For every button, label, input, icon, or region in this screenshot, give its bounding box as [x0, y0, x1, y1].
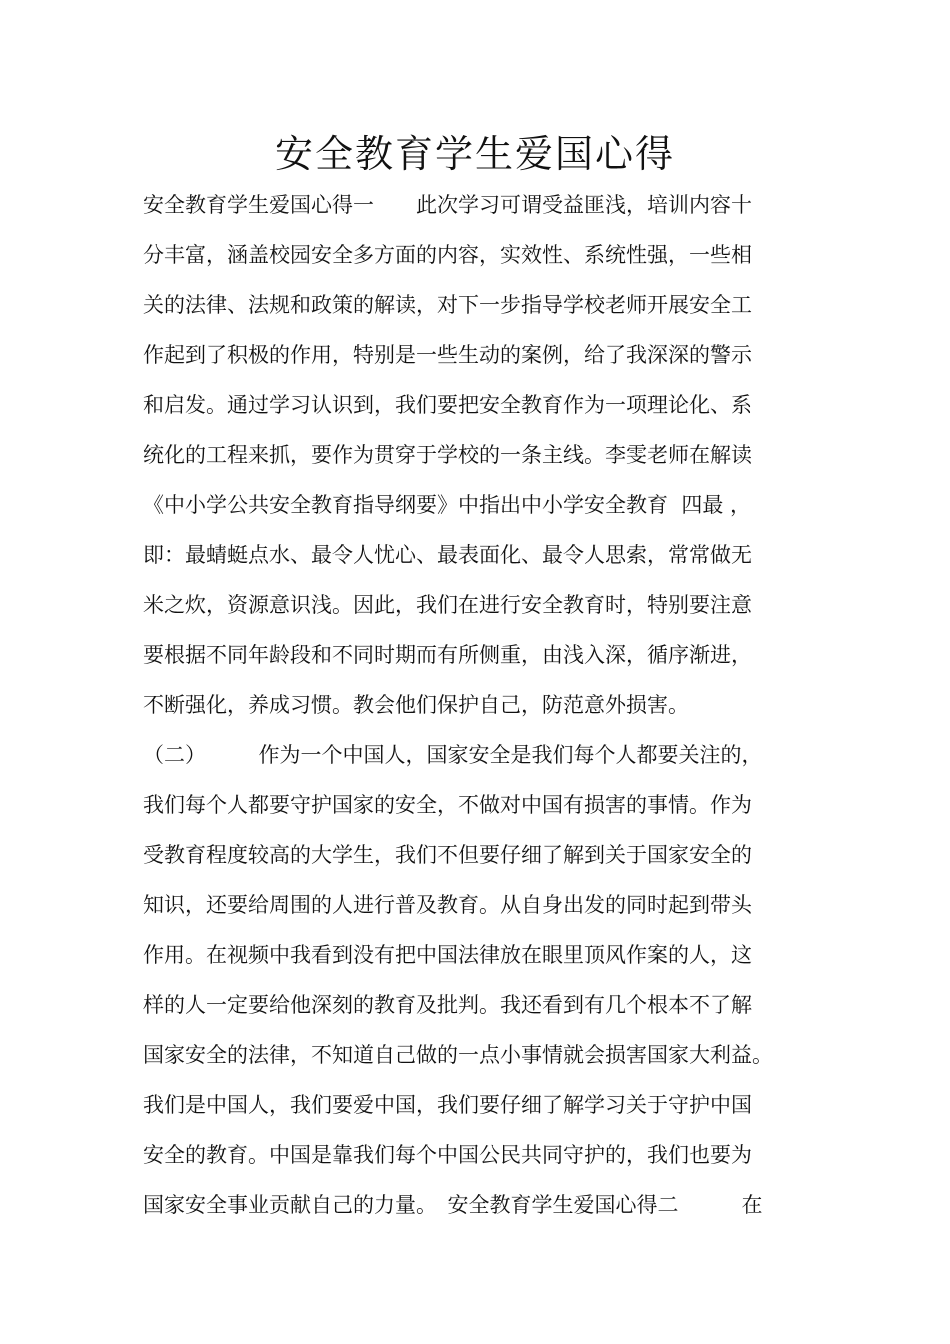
text-line: 关的法律、法规和政策的解读，对下一步指导学校老师开展安全工 — [143, 293, 752, 317]
text-line: 安全教育学生爱国心得一 此次学习可谓受益匪浅，培训内容十 — [143, 193, 752, 217]
text-line: 我们是中国人，我们要爱中国，我们要仔细了解学习关于守护中国 — [143, 1093, 752, 1117]
text-line: 《中小学公共安全教育指导纲要》中指出中小学安全教育 四最 ， — [143, 493, 752, 517]
text-line: 样的人一定要给他深刻的教育及批判。我还看到有几个根本不了解 — [143, 993, 752, 1017]
text-line: 我们每个人都要守护国家的安全，不做对中国有损害的事情。作为 — [143, 793, 752, 817]
document-title: 安全教育学生爱国心得 — [274, 132, 675, 176]
text-line: 要根据不同年龄段和不同时期而有所侧重，由浅入深，循序渐进， — [143, 643, 752, 667]
text-line: 统化的工程来抓，要作为贯穿于学校的一条主线。李雯老师在解读 — [143, 443, 752, 467]
document-body — [143, 180, 823, 1230]
text-line: 即：最蜻蜓点水、最令人忧心、最表面化、最令人思索，常常做无 — [143, 543, 752, 567]
text-line: 知识，还要给周围的人进行普及教育。从自身出发的同时起到带头 — [143, 893, 752, 917]
text-line: 分丰富，涵盖校园安全多方面的内容，实效性、系统性强，一些相 — [143, 243, 752, 267]
text-line: 米之炊，资源意识浅。因此，我们在进行安全教育时，特别要注意 — [143, 593, 752, 617]
text-line: 不断强化，养成习惯。教会他们保护自己，防范意外损害。 — [143, 693, 689, 717]
text-line: 受教育程度较高的大学生，我们不但要仔细了解到关于国家安全的 — [143, 843, 752, 867]
text-line: 国家安全事业贡献自己的力量。 安全教育学生爱国心得二 在 — [143, 1193, 763, 1217]
text-line: 国家安全的法律，不知道自己做的一点小事情就会损害国家大利益。 — [143, 1043, 773, 1067]
text-line: 安全的教育。中国是靠我们每个中国公民共同守护的，我们也要为 — [143, 1143, 752, 1167]
text-line: 作起到了积极的作用，特别是一些生动的案例，给了我深深的警示 — [143, 343, 752, 367]
text-line: 作用。在视频中我看到没有把中国法律放在眼里顶风作案的人，这 — [143, 943, 752, 967]
text-line: 和启发。通过学习认识到，我们要把安全教育作为一项理论化、系 — [143, 393, 752, 417]
text-line: （二） 作为一个中国人，国家安全是我们每个人都要关注的， — [143, 743, 763, 767]
